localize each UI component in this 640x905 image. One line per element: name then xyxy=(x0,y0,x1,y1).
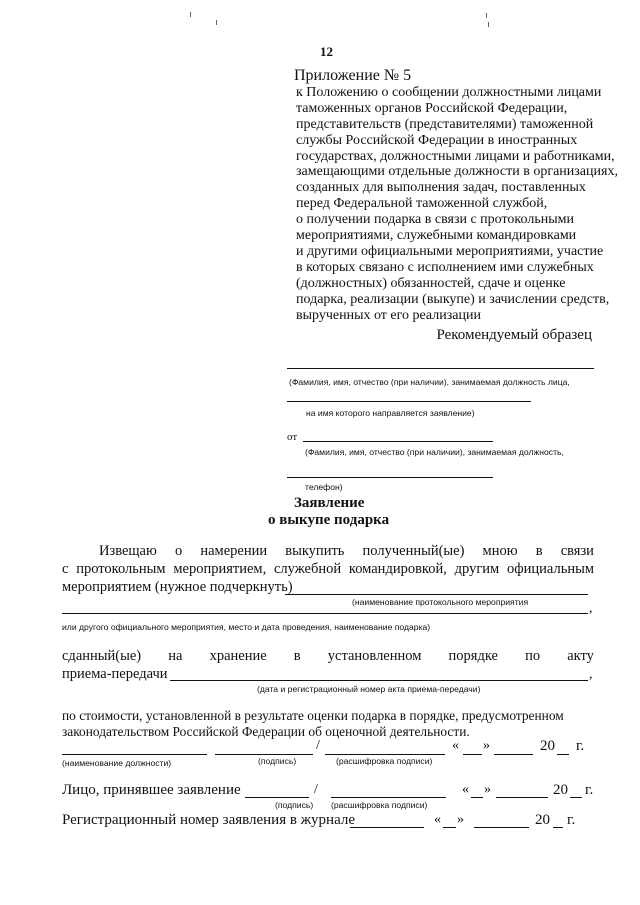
word: выкупить xyxy=(285,543,345,559)
word: Извещаю xyxy=(99,543,157,559)
event-caption: (наименование протокольного мероприятия xyxy=(352,597,529,607)
appendix-line: мероприятиями, служебными командировками xyxy=(296,228,577,243)
year-suffix: г. xyxy=(585,782,594,798)
page-number: 12 xyxy=(320,44,333,59)
comma: , xyxy=(589,601,593,616)
year-suffix: г. xyxy=(567,812,576,828)
scan-mark xyxy=(216,20,217,25)
sign-caption: (подпись) xyxy=(258,756,297,766)
word: хранение xyxy=(209,648,267,664)
receiver-sign-caption: (подпись) xyxy=(275,800,314,810)
appendix-line: подарка, реализации (выкупе) и зачислении средств, xyxy=(296,292,610,307)
word: служебной xyxy=(273,561,342,577)
word: по xyxy=(525,648,541,664)
addressee-line xyxy=(287,368,594,369)
word: командировкой, xyxy=(348,561,447,577)
year-line xyxy=(557,754,569,755)
from-label: от xyxy=(287,431,298,443)
month-line xyxy=(474,827,529,828)
word: официальным xyxy=(506,561,594,577)
position-caption: (наименование должности) xyxy=(62,758,172,768)
decode-line xyxy=(325,754,445,755)
appendix-line: и другими официальными мероприятиями, участие xyxy=(296,244,604,259)
receiver-label: Лицо, принявшее заявление xyxy=(62,782,241,798)
paragraph-text: приема-передачи xyxy=(62,666,168,682)
year-prefix: 20 xyxy=(535,812,550,828)
paragraph-line xyxy=(62,648,594,665)
signature-slash: / xyxy=(316,738,320,753)
appendix-line: к Положению о сообщении должностными лицами xyxy=(296,85,602,100)
word: другим xyxy=(454,561,500,577)
day-line xyxy=(443,827,456,828)
appendix-line: таможенных органов Российской Федерации, xyxy=(296,101,568,116)
event-line xyxy=(285,594,588,595)
recommended-sample-label: Рекомендуемый образец xyxy=(436,327,592,343)
sender-caption: (Фамилия, имя, отчество (при наличии), занимаемая должность, xyxy=(305,447,564,457)
addressee-caption: (Фамилия, имя, отчество (при наличии), занимаемая должность лица, xyxy=(289,377,570,387)
appendix-line: замещающими отдельные должности в организациях, xyxy=(296,164,618,179)
receiver-slash: / xyxy=(314,782,318,797)
act-line xyxy=(170,680,588,681)
scan-mark xyxy=(486,13,487,18)
paragraph-text: законодательством Российской Федерации об оценочной деятельности. xyxy=(62,724,470,739)
addressee-line xyxy=(287,401,531,402)
year-prefix: 20 xyxy=(540,738,555,754)
signature-line xyxy=(215,754,313,755)
position-line xyxy=(62,754,207,755)
word: протокольным xyxy=(76,561,166,577)
paragraph-line xyxy=(99,543,594,560)
scan-mark xyxy=(488,22,489,27)
act-caption: (дата и регистрационный номер акта приема-передачи) xyxy=(257,684,481,694)
registration-label: Регистрационный номер заявления в журнале xyxy=(62,812,356,828)
word: мероприятием, xyxy=(173,561,267,577)
word: полученный(ые) xyxy=(362,543,465,559)
scan-mark xyxy=(190,12,191,17)
appendix-line: перед Федеральной таможенной службой, xyxy=(296,196,548,211)
year-prefix: 20 xyxy=(553,782,568,798)
appendix-line: созданных для выполнения задач, поставленных xyxy=(296,180,586,195)
receiver-sign-line xyxy=(245,797,309,798)
receiver-decode-line xyxy=(331,797,446,798)
day-line xyxy=(471,797,483,798)
addressee-caption: на имя которого направляется заявление) xyxy=(306,408,475,418)
document-subheading: о выкупе подарка xyxy=(268,512,390,528)
appendix-line: службы Российской Федерации в иностранных xyxy=(296,133,578,148)
document-heading: Заявление xyxy=(294,495,365,511)
event-line-2 xyxy=(62,613,588,614)
month-line xyxy=(496,797,548,798)
receiver-decode-caption: (расшифровка подписи) xyxy=(331,800,428,810)
day-line xyxy=(463,754,482,755)
registration-number-line xyxy=(350,827,424,828)
word: в xyxy=(535,543,543,559)
paragraph-text: по стоимости, установленной в результате оценки подарка в порядке, предусмотренном xyxy=(62,708,564,723)
year-suffix: г. xyxy=(576,738,585,754)
from-line xyxy=(303,441,493,442)
word: в xyxy=(293,648,301,664)
appendix-line: (должностных) обязанностей, сдаче и оценке xyxy=(296,276,566,291)
word: на xyxy=(168,648,183,664)
sender-line xyxy=(287,477,493,478)
quote-open: « xyxy=(462,782,469,797)
quote-close: » xyxy=(484,782,491,797)
word: связи xyxy=(560,543,594,559)
quote-open: « xyxy=(434,812,441,827)
word: мною xyxy=(482,543,518,559)
year-line xyxy=(570,797,582,798)
word: установленном xyxy=(327,648,422,664)
quote-close: » xyxy=(457,812,464,827)
word: сданный(ые) xyxy=(62,648,142,664)
appendix-line: представительств (представителями) таможенной xyxy=(296,117,594,132)
appendix-line: государствах, должностными лицами и работниками, xyxy=(296,149,615,164)
year-line xyxy=(553,827,563,828)
quote-close: » xyxy=(483,738,490,753)
comma: , xyxy=(589,667,593,682)
appendix-title: Приложение № 5 xyxy=(294,67,412,84)
event-caption-2: или другого официального мероприятия, место и дата проведения, наименование подарка) xyxy=(62,622,431,632)
word: о xyxy=(174,543,183,559)
quote-open: « xyxy=(452,738,459,753)
appendix-line: о получении подарка в связи с протокольными xyxy=(296,212,574,227)
paragraph-text: мероприятием (нужное подчеркнуть) xyxy=(62,579,293,595)
word: порядке xyxy=(448,648,498,664)
month-line xyxy=(494,754,533,755)
word: с xyxy=(62,561,69,577)
appendix-line: в которых связано с исполнением ими служебных xyxy=(296,260,594,275)
word: акту xyxy=(567,648,594,664)
appendix-line: вырученных от его реализации xyxy=(296,308,481,323)
decode-caption: (расшифровка подписи) xyxy=(336,756,433,766)
paragraph-line xyxy=(62,561,594,578)
word: намерении xyxy=(200,543,268,559)
sender-caption: телефон) xyxy=(305,482,343,492)
